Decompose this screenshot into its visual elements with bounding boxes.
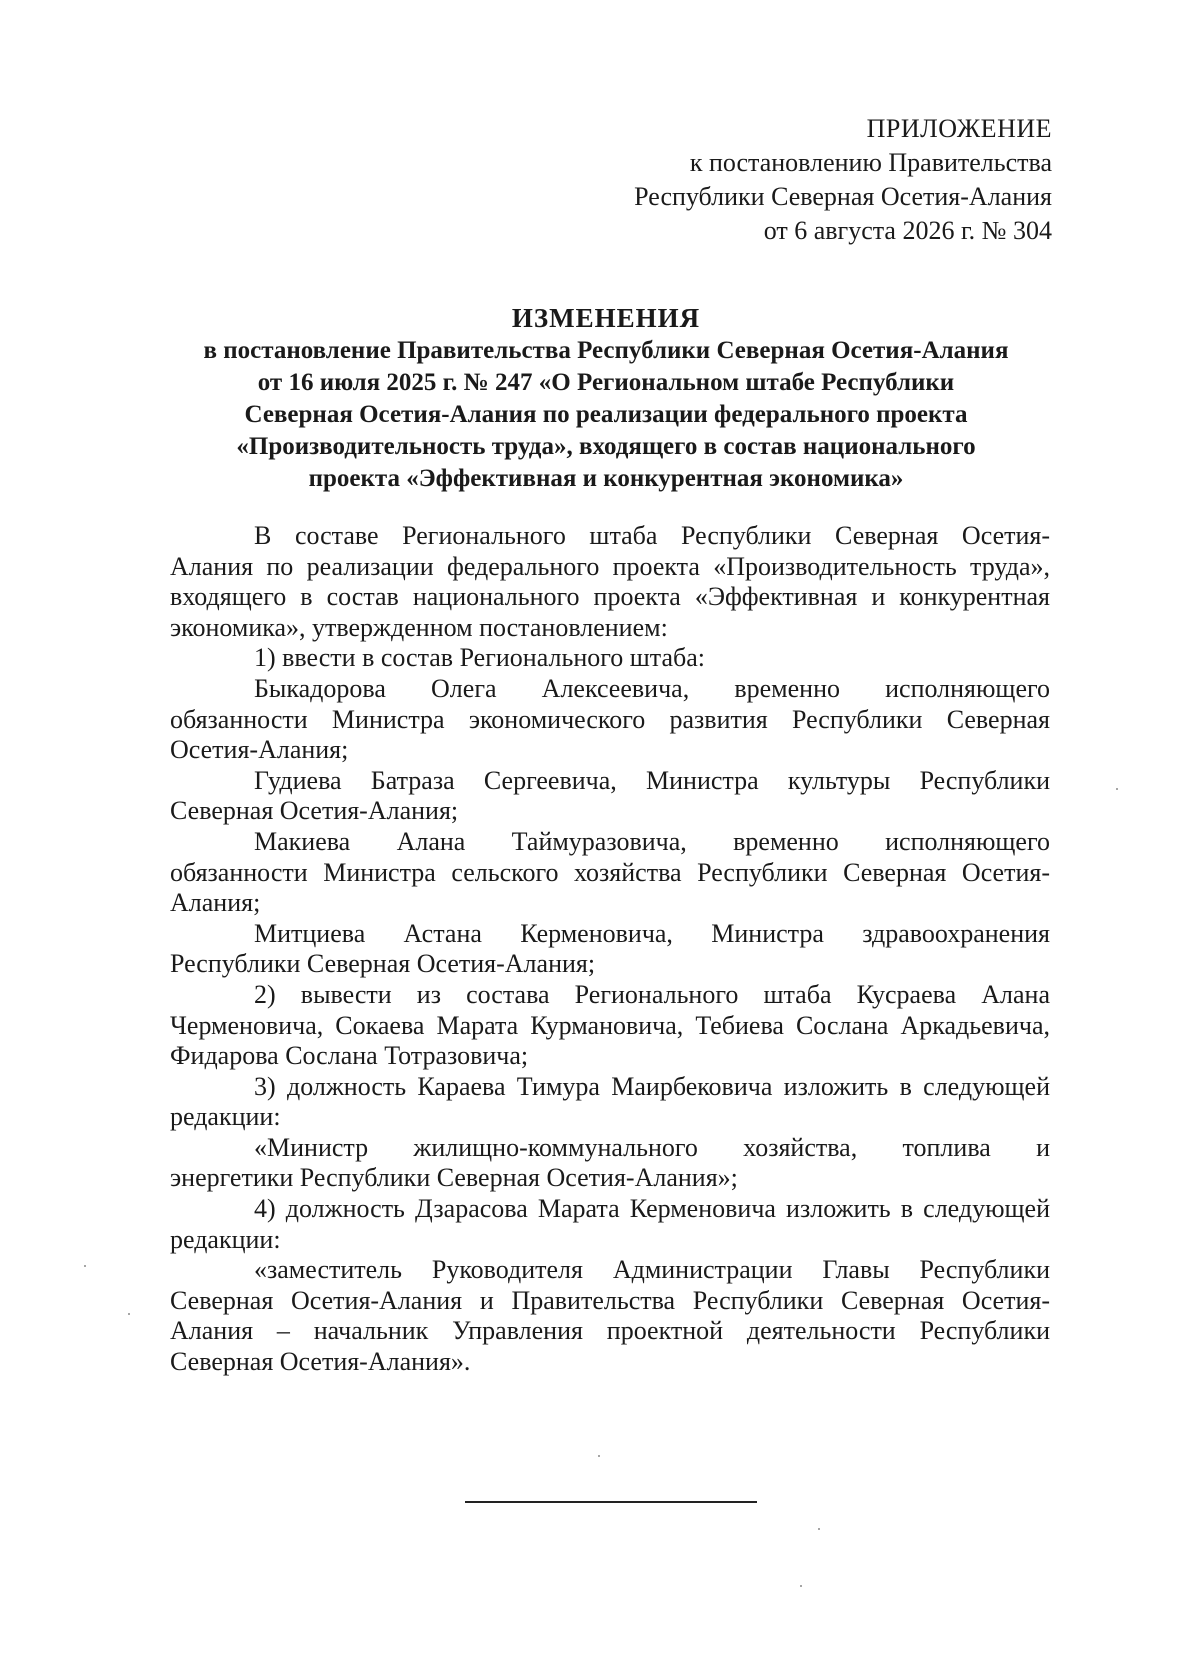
- text-line: Митциева Астана Керменовича, Министра здравоохранения: [254, 918, 1050, 948]
- text-line: Алания – начальник Управления проектной деятельности Республики: [170, 1316, 1050, 1346]
- closing-rule: [465, 1501, 757, 1503]
- text-line: Республики Северная Осетия-Алания;: [170, 949, 596, 979]
- item-4-new-text: [170, 1255, 1050, 1377]
- text-line: Алания;: [170, 888, 261, 918]
- text-line: Гудиева Батраза Сергеевича, Министра культуры Республики: [254, 765, 1050, 795]
- intro-paragraph: [170, 521, 1050, 643]
- item-3-new-text: [170, 1133, 1050, 1194]
- text-line: Фидарова Сослана Тотразовича;: [170, 1041, 529, 1071]
- text-line: редакции:: [170, 1224, 281, 1254]
- item-1: [170, 643, 1050, 674]
- text-line: 2) вывести из состава Регионального штаба Кусраева Алана: [254, 979, 1050, 1009]
- text-line: Северная Осетия-Алания».: [170, 1347, 471, 1377]
- scan-speck: [1116, 788, 1118, 790]
- scan-speck: [800, 1585, 802, 1587]
- scan-speck: [128, 1313, 130, 1315]
- heading-line: «Производительность труда», входящего в состав национального: [236, 433, 976, 460]
- item-3: [170, 1072, 1050, 1133]
- text-line: обязанности Министра сельского хозяйства Республики Северная Осетия-: [170, 857, 1050, 887]
- appendix-line-3: от 6 августа 2026 г. № 304: [763, 216, 1052, 245]
- person-3: [170, 827, 1050, 919]
- person-4: [170, 919, 1050, 980]
- person-1: [170, 674, 1050, 766]
- person-2: [170, 766, 1050, 827]
- text-line: энергетики Республики Северная Осетия-Алания»;: [170, 1163, 738, 1193]
- document-body: [170, 521, 1050, 1378]
- text-line: «Министр жилищно-коммунального хозяйства, топлива и: [254, 1132, 1050, 1162]
- scan-speck: [818, 1528, 820, 1530]
- appendix-label: ПРИЛОЖЕНИЕ: [866, 114, 1052, 143]
- text-line: редакции:: [170, 1102, 281, 1132]
- item-2: [170, 980, 1050, 1072]
- text-line: Алания по реализации федерального проекта «Производительность труда»,: [170, 551, 1050, 581]
- heading-line: от 16 июля 2025 г. № 247 «О Региональном штабе Республики: [257, 369, 955, 396]
- heading-line: в постановление Правительства Республики Северная Осетия-Алания: [203, 337, 1009, 364]
- text-line: Быкадорова Олега Алексеевича, временно исполняющего: [254, 673, 1050, 703]
- text-line: Осетия-Алания;: [170, 735, 349, 765]
- text-line: 4) должность Дзарасова Марата Керменовича изложить в следующей: [254, 1194, 1050, 1224]
- text-line: Макиева Алана Таймуразовича, временно исполняющего: [254, 826, 1050, 856]
- text-line: Черменовича, Сокаева Марата Курмановича, Тебиева Сослана Аркадьевича,: [170, 1010, 1050, 1040]
- text-line: обязанности Министра экономического развития Республики Северная: [170, 704, 1050, 734]
- text-line: Северная Осетия-Алания;: [170, 796, 459, 826]
- text-line: входящего в состав национального проекта «Эффективная и конкурентная: [170, 582, 1050, 612]
- appendix-line-2: Республики Северная Осетия-Алания: [634, 182, 1052, 211]
- scan-speck: [84, 1265, 86, 1267]
- text-line: экономика», утвержденном постановлением:: [170, 612, 668, 642]
- heading-line: проекта «Эффективная и конкурентная экономика»: [308, 465, 904, 492]
- document-title: ИЗМЕНЕНИЯ: [511, 303, 701, 333]
- text-line: «заместитель Руководителя Администрации Главы Республики: [254, 1255, 1050, 1285]
- item-4: [170, 1194, 1050, 1255]
- scan-speck: [598, 1455, 600, 1457]
- text-line: 1) ввести в состав Регионального штаба:: [254, 643, 705, 673]
- document-heading: [160, 302, 1052, 495]
- heading-line: Северная Осетия-Алания по реализации федерального проекта: [244, 401, 968, 428]
- appendix-line-1: к постановлению Правительства: [689, 148, 1052, 177]
- text-line: Северная Осетия-Алания и Правительства Республики Северная Осетия-: [170, 1285, 1050, 1315]
- appendix-block: [634, 112, 1052, 248]
- text-line: 3) должность Караева Тимура Маирбековича изложить в следующей: [254, 1071, 1050, 1101]
- text-line: В составе Регионального штаба Республики Северная Осетия-: [254, 521, 1050, 550]
